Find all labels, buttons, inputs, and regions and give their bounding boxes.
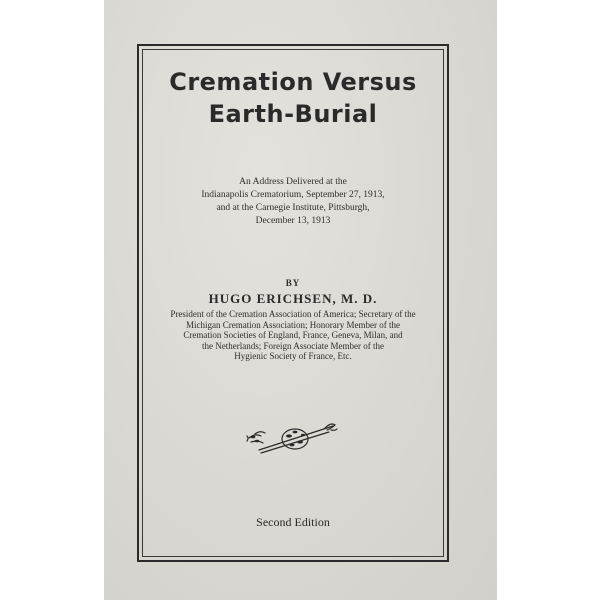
address-line: Indianapolis Crematorium, September 27, 1913, [201, 190, 385, 200]
address-line: December 13, 1913 [255, 216, 331, 226]
author-credentials [148, 309, 438, 362]
by-label: BY [285, 278, 301, 288]
title-line-2: Earth-Burial [208, 100, 378, 128]
credential-line: the Netherlands; Foreign Associate Member of the [202, 340, 384, 351]
address-line: An Address Delivered at the [239, 177, 347, 187]
edition-label: Second Edition [256, 515, 330, 529]
credential-line: Hygienic Society of France, Etc. [234, 351, 352, 361]
credential-line: President of the Cremation Association of America; Secretary of the [170, 309, 416, 319]
author-name: HUGO ERICHSEN, M. D. [208, 291, 378, 306]
address-block [180, 176, 406, 228]
title-line-1: Cremation Versus [169, 68, 417, 96]
address-line: and at the Carnegie Institute, Pittsburgh, [216, 203, 370, 213]
credential-line: Michigan Cremation Association; Honorary Member of the [186, 319, 400, 330]
credential-line: Cremation Societies of England, France, Geneva, Milan, and [183, 330, 403, 340]
laurel-wreath-torch-icon [245, 420, 341, 456]
